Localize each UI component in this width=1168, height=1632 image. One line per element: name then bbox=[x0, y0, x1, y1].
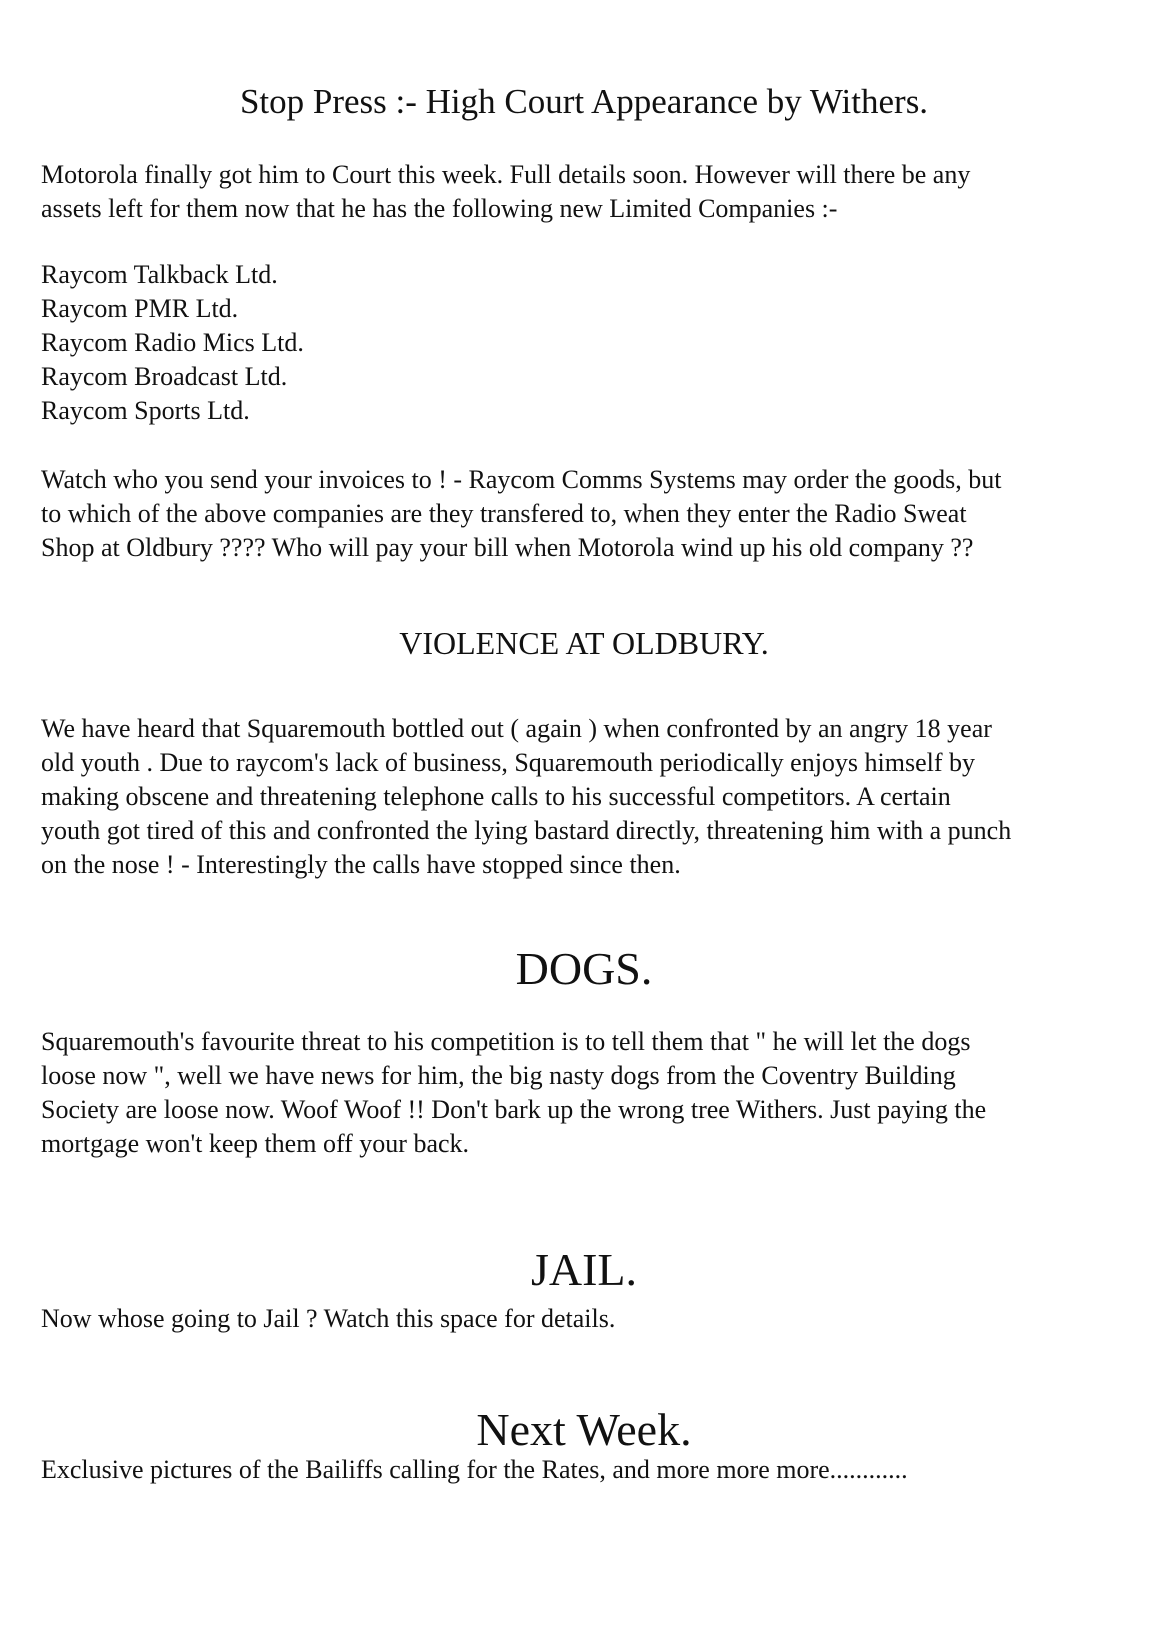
text-line: to which of the above companies are they transfered to, when they enter the Radio Sweat bbox=[41, 499, 967, 528]
text-line: assets left for them now that he has the following new Limited Companies :- bbox=[41, 194, 838, 223]
text-line: Shop at Oldbury ???? Who will pay your bill when Motorola wind up his old company ?? bbox=[41, 533, 974, 562]
company-item: Raycom Broadcast Ltd. bbox=[41, 362, 288, 391]
dogs-heading: DOGS. bbox=[515, 943, 653, 994]
company-item: Raycom PMR Ltd. bbox=[41, 294, 239, 323]
invoice-warning-paragraph bbox=[41, 463, 1131, 565]
text-line: making obscene and threatening telephone calls to his successful competitors. A certain bbox=[41, 782, 951, 811]
jail-paragraph bbox=[41, 1302, 1131, 1336]
next-week-heading: Next Week. bbox=[476, 1404, 692, 1455]
text-line: Squaremouth's favourite threat to his competition is to tell them that " he will let the dogs bbox=[41, 1027, 971, 1056]
violence-heading: VIOLENCE AT OLDBURY. bbox=[399, 625, 769, 661]
text-line: on the nose ! - Interestingly the calls have stopped since then. bbox=[41, 850, 681, 879]
next-week-paragraph bbox=[41, 1453, 1131, 1487]
jail-heading: JAIL. bbox=[530, 1244, 638, 1295]
text-line: old youth . Due to raycom's lack of business, Squaremouth periodically enjoys himself by bbox=[41, 748, 976, 777]
text-line: loose now ", well we have news for him, the big nasty dogs from the Coventry Building bbox=[41, 1061, 956, 1090]
text-line: mortgage won't keep them off your back. bbox=[41, 1129, 470, 1158]
company-item: Raycom Radio Mics Ltd. bbox=[41, 328, 304, 357]
text-line: Motorola finally got him to Court this week. Full details soon. However will there be any bbox=[41, 160, 971, 189]
text-line: Now whose going to Jail ? Watch this space for details. bbox=[41, 1304, 616, 1333]
violence-paragraph bbox=[41, 712, 1131, 882]
company-list bbox=[41, 258, 1131, 428]
text-line: youth got tired of this and confronted the lying bastard directly, threatening him with a punch bbox=[41, 816, 1012, 845]
stop-press-intro bbox=[41, 158, 1131, 226]
dogs-paragraph bbox=[41, 1025, 1131, 1161]
text-line: Exclusive pictures of the Bailiffs calling for the Rates, and more more more............ bbox=[41, 1455, 908, 1484]
company-item: Raycom Talkback Ltd. bbox=[41, 260, 278, 289]
company-item: Raycom Sports Ltd. bbox=[41, 396, 250, 425]
text-line: Watch who you send your invoices to ! - Raycom Comms Systems may order the goods, but bbox=[41, 465, 1002, 494]
text-line: Society are loose now. Woof Woof !! Don't bark up the wrong tree Withers. Just paying the bbox=[41, 1095, 987, 1124]
stop-press-heading: Stop Press :- High Court Appearance by Withers. bbox=[239, 82, 929, 121]
text-line: We have heard that Squaremouth bottled out ( again ) when confronted by an angry 18 year bbox=[41, 714, 992, 743]
